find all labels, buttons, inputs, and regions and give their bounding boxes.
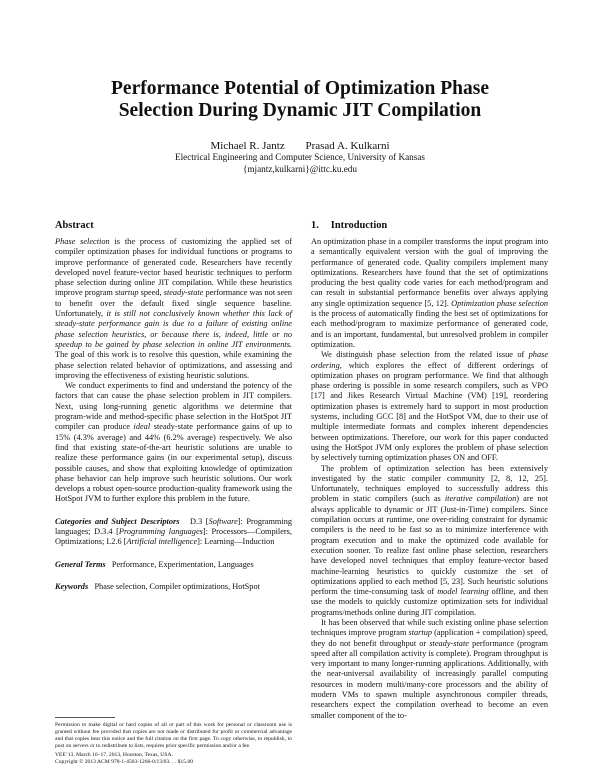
general-terms-text: Performance, Experimentation, Languages — [111, 559, 254, 569]
abstract-text: The goal of this work is to resolve this question, while examining the phase selection related behavior of optimizations, and assessing and improving the effectiveness of existing heuristic solutions. — [55, 350, 292, 380]
keywords-text: Phase selection, Compiler optimizations, HotSpot — [94, 581, 260, 591]
general-terms-label: General Terms — [55, 559, 106, 569]
author-list — [60, 140, 540, 152]
intro-text: is the process of automatically finding the best set of optimizations for each method/program to maximize performance of generated code, and is an important, fundamental, but unresolved problem in compiler optimization. — [311, 309, 548, 349]
venue-text: VEE’13, March 16–17, 2013, Houston, Texas, USA. — [55, 752, 173, 759]
intro-text: offline, and then use the models to quickly customize optimization sets for individual programs/methods online during JIT compilation. — [311, 587, 548, 617]
introduction-heading — [311, 220, 548, 232]
categories-descriptors — [55, 517, 292, 548]
categories-text: Artificial intelligence — [126, 537, 198, 547]
abstract-text: ideal — [133, 422, 151, 432]
intro-text: The problem of optimization selection has been extensively investigated by the static compiler community [2, 8, 12, 25]. Unfortunately, techniques employed to successfully address this problem in static compilers (such as — [311, 463, 548, 504]
categories-text: Programming languages — [118, 527, 203, 537]
intro-text: (application + compilation) speed, they do not benefit throughput or — [311, 628, 548, 648]
keywords — [55, 582, 292, 592]
affiliation-block — [60, 152, 540, 175]
intro-paragraph-4 — [311, 618, 548, 721]
section-title: Introduction — [330, 220, 388, 231]
title-line-1: Performance Potential of Optimization Phase — [111, 78, 489, 99]
paper-title — [60, 78, 540, 122]
intro-text: steady-state — [429, 638, 469, 648]
copyright-text: Copyright © 2013 ACM 978-1-4503-1266-0/13/03. . . $15.00 — [55, 759, 194, 766]
categories-label: Categories and Subject Descriptors — [55, 516, 180, 526]
affiliation: Electrical Engineering and Computer Science, University of Kansas — [174, 152, 426, 162]
abstract-text: Phase selection — [55, 237, 110, 246]
abstract-heading: Abstract — [55, 220, 94, 231]
abstract-text: steady-state — [163, 288, 204, 298]
permission-notice — [55, 722, 292, 767]
abstract-text: We conduct experiments to find and understand the potency of the factors that can cause the phase selection problem in JIT compilers. Next, using long-running genetic algorithms we determine that program-wide and method-specific phase selection in the HotSpot JIT compiler can produce — [55, 381, 292, 432]
intro-paragraph-3 — [311, 464, 548, 618]
permission-text: Permission to make digital or hard copies of all or part of this work for personal or classroom use is granted without fee provided that copies are not made or distributed for profit or commercial advantage and that copies bear this notice and the full citation on the first page. To copy otherwise, to republish, to post on servers or to redistribute to lists, requires prior specific permission and/or a fee. — [55, 722, 292, 750]
intro-text: An optimization phase in a compiler transforms the input program into a semantically equivalent version with the goal of improving the performance of generated code. Quality compilers implement many optimizations. Researchers have found that the set of optimizations producing the best quality code varies for each method/program and can result in substantial performance benefits over always applying any single optimization sequence [5, 12]. — [311, 237, 548, 308]
abstract-text: speed, — [138, 288, 164, 298]
categories-text: ]: Processors—Compilers, Optimizations; I.2.6 [ — [55, 527, 292, 547]
title-line-2: Selection During Dynamic JIT Compilation — [118, 100, 482, 121]
keywords-label: Keywords — [55, 581, 89, 591]
intro-paragraph-1 — [311, 237, 548, 350]
author-name: Michael R. Jantz — [210, 140, 285, 152]
author-name: Prasad A. Kulkarni — [305, 140, 390, 152]
intro-text: ) are not always applicable to dynamic or JIT (Just-in-Time) compilers. Since compilation occurs at runtime, one over-riding constraint for dynamic compilers is the need to be fast so as to minimize interference with program execution and to make the optimized code available for execution sooner. To realize fast online phase selection, researchers have developed novel techniques that employ feature-vector based machine-learning heuristics to quickly customize the set of optimizations applied to each method [5, 23]. Such heuristic solutions perform the time-consuming task of — [311, 494, 548, 597]
abstract-text: is the process of customizing the applied set of compiler optimization phases for individual functions or programs to improve performance of generated code. Researchers have recently developed novel feature-vector based heuristic techniques to perform phase selection during online JIT compilation. While these heuristics improve program — [55, 237, 293, 298]
footnote-rule — [55, 717, 115, 718]
categories-text: ]: Programming languages; D.3.4 [ — [55, 516, 292, 537]
intro-text: performance (program speed after all compilation activity is complete). Program throughput is very important to many longer-running applications. Additionally, with the near-universal availability of increasingly parallel computing resources in modern multi/many-core processors and the ability of modern VMs to spawn multiple asynchronous compiler threads, researchers expect the compilation overhead to become an even smaller component of the to- — [311, 638, 548, 720]
general-terms — [55, 560, 292, 570]
intro-text: phase ordering — [311, 350, 548, 370]
abstract-paragraph-2 — [55, 381, 292, 505]
intro-text: Optimization phase selection — [451, 298, 548, 308]
abstract-text: steady-state performance gains of up to 15% (4.3% average) and 44% (6.2% average) respectively. We also find that existing state-of-the-art heuristic solutions are unable to realize these performance gains (in our experimental setup), discuss possible causes, and show that exploiting knowledge of optimization phase behavior can help improve such heuristic solutions. Our work develops a robust open-source production-quality framework using the HotSpot JVM to further explore this problem in the future. — [55, 422, 292, 504]
intro-text: startup — [408, 628, 432, 638]
intro-text: It has been observed that while such existing online phase selection techniques improve program — [311, 617, 548, 638]
abstract-text: performance was not seen to benefit over the default fixed single sequence baseline. Unfortunately, — [55, 288, 292, 319]
intro-paragraph-2 — [311, 350, 548, 463]
categories-text: D.3 [ — [190, 516, 209, 526]
intro-text: iterative compilation — [444, 494, 517, 504]
right-column — [311, 220, 548, 721]
author-email: {mjantz,kulkarni}@ittc.ku.edu — [243, 163, 357, 174]
intro-text: , which explores the effect of different orderings of optimization phases on program performance. We find that although phase ordering is possible in some research compilers, such as VPO [17] and Jikes Research Virtual Machine (VM) [19], reordering optimization phases is extremely hard to support in most production systems, including GCC [8] and the HotSpot VM, due to their use of multiple intermediate formats and complex inherent dependencies between optimizations. Therefore, our work for this paper conducted using the HotSpot JVM only explores the problem of phase selection by selectively turning optimization phases ON and OFF. — [311, 360, 548, 463]
abstract-paragraph-1 — [55, 237, 292, 381]
section-number: 1. — [311, 220, 319, 231]
abstract-text: startup — [115, 288, 139, 298]
intro-text: model learning — [437, 587, 489, 597]
left-column — [55, 220, 292, 592]
abstract-text: it is still not conclusively known whether this lack of steady-state performance gain is due to a failure of existing online phase selection heuristics, or because there is, indeed, little or no speedup to be gained by phase selection in online JIT environments. — [55, 309, 292, 349]
categories-text: ]: Learning—Induction — [197, 537, 275, 547]
intro-text: We distinguish phase selection from the related issue of — [321, 350, 529, 360]
categories-text: Software — [208, 516, 238, 526]
